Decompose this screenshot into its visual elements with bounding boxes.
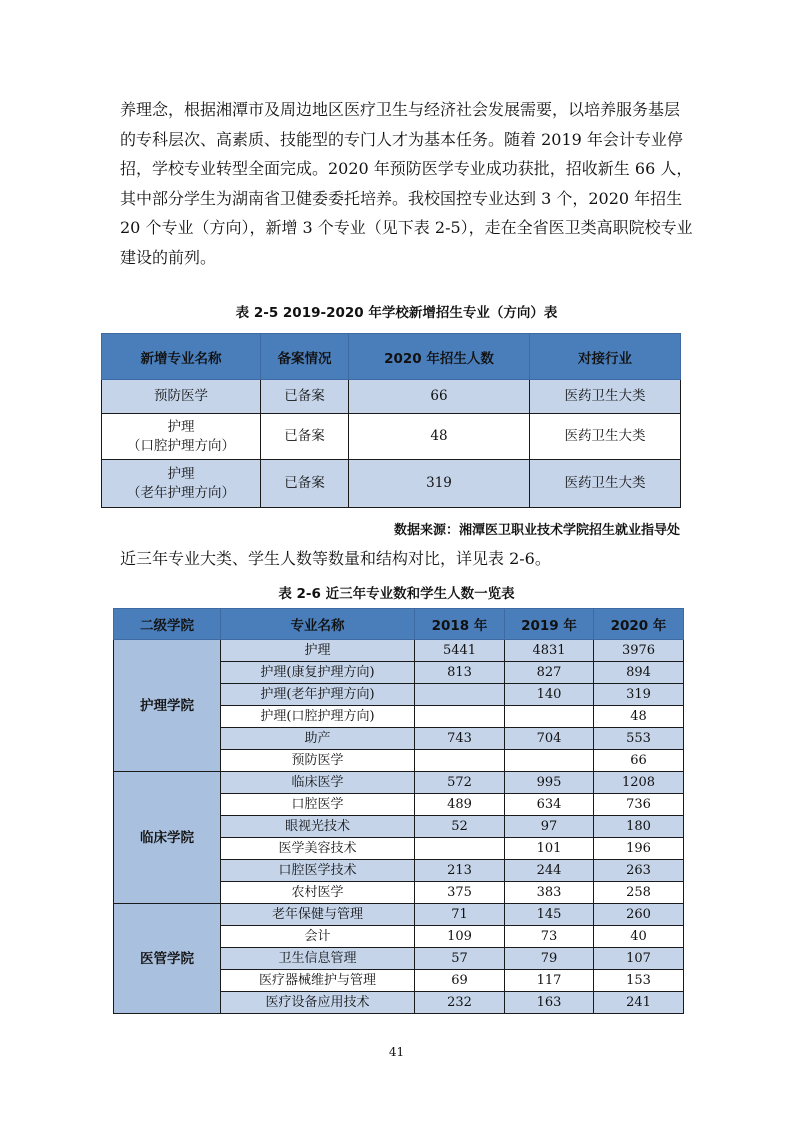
major-name-cell: 助产 <box>221 728 415 750</box>
year-2020-cell: 48 <box>594 706 684 728</box>
column-header: 备案情况 <box>261 334 349 380</box>
year-2019-cell: 827 <box>505 662 594 684</box>
year-2019-cell: 383 <box>505 882 594 904</box>
year-2019-cell: 163 <box>505 992 594 1014</box>
college-cell: 临床学院 <box>114 772 221 904</box>
major-name-cell: 医疗器械维护与管理 <box>221 970 415 992</box>
major-name-cell: 护理(康复护理方向) <box>221 662 415 684</box>
year-2019-cell: 79 <box>505 948 594 970</box>
year-2019-cell <box>505 706 594 728</box>
year-2020-cell: 153 <box>594 970 684 992</box>
year-2018-cell: 52 <box>415 816 505 838</box>
table-row <box>102 414 681 460</box>
year-2020-cell: 260 <box>594 904 684 926</box>
column-header: 2020 年 <box>594 609 684 640</box>
table-2-5-caption: 表 2-5 2019-2020 年学校新增招生专业（方向）表 <box>235 305 558 321</box>
body-paragraph <box>120 95 693 272</box>
year-2020-cell: 196 <box>594 838 684 860</box>
industry-cell: 医药卫生大类 <box>530 460 681 508</box>
paragraph-line: 招，学校专业转型全面完成。2020 年预防医学专业成功获批，招收新生 66 人， <box>120 159 693 178</box>
major-name-cell: 护理 （老年护理方向） <box>102 460 261 508</box>
status-cell: 已备案 <box>261 460 349 508</box>
column-header: 2019 年 <box>505 609 594 640</box>
major-name-cell: 老年保健与管理 <box>221 904 415 926</box>
industry-cell: 医药卫生大类 <box>530 380 681 414</box>
table-2-6-caption: 表 2-6 近三年专业数和学生人数一览表 <box>278 586 515 602</box>
year-2018-cell: 489 <box>415 794 505 816</box>
year-2018-cell <box>415 750 505 772</box>
year-2020-cell: 3976 <box>594 640 684 662</box>
industry-cell: 医药卫生大类 <box>530 414 681 460</box>
year-2018-cell <box>415 838 505 860</box>
count-cell: 319 <box>349 460 530 508</box>
year-2018-cell: 232 <box>415 992 505 1014</box>
year-2018-cell: 213 <box>415 860 505 882</box>
column-header: 新增专业名称 <box>102 334 261 380</box>
major-name-cell: 预防医学 <box>102 380 261 414</box>
major-name-cell: 护理 <box>221 640 415 662</box>
year-2020-cell: 1208 <box>594 772 684 794</box>
year-2019-cell: 995 <box>505 772 594 794</box>
major-name-cell: 护理(口腔护理方向) <box>221 706 415 728</box>
table-row <box>102 460 681 508</box>
paragraph-line: 养理念，根据湘潭市及周边地区医疗卫生与经济社会发展需要，以培养服务基层 <box>120 100 681 119</box>
count-cell: 48 <box>349 414 530 460</box>
year-2020-cell: 736 <box>594 794 684 816</box>
column-header: 二级学院 <box>114 609 221 640</box>
table-row <box>114 772 684 794</box>
major-name-cell: 口腔医学 <box>221 794 415 816</box>
majors-students-table <box>113 608 684 1014</box>
column-header: 2018 年 <box>415 609 505 640</box>
year-2018-cell <box>415 706 505 728</box>
year-2018-cell: 572 <box>415 772 505 794</box>
year-2020-cell: 553 <box>594 728 684 750</box>
paragraph-line: 20 个专业（方向），新增 3 个专业（见下表 2-5），走在全省医卫类高职院校专业 <box>120 218 693 237</box>
year-2020-cell: 319 <box>594 684 684 706</box>
year-2019-cell: 97 <box>505 816 594 838</box>
major-name-cell: 口腔医学技术 <box>221 860 415 882</box>
year-2018-cell: 5441 <box>415 640 505 662</box>
year-2018-cell: 69 <box>415 970 505 992</box>
table-row <box>114 640 684 662</box>
year-2019-cell: 244 <box>505 860 594 882</box>
year-2018-cell: 743 <box>415 728 505 750</box>
column-header: 2020 年招生人数 <box>349 334 530 380</box>
year-2019-cell: 101 <box>505 838 594 860</box>
year-2018-cell: 109 <box>415 926 505 948</box>
paragraph-line: 其中部分学生为湖南省卫健委委托培养。我校国控专业达到 3 个，2020 年招生 <box>120 188 683 208</box>
year-2019-cell <box>505 750 594 772</box>
year-2020-cell: 263 <box>594 860 684 882</box>
year-2018-cell: 71 <box>415 904 505 926</box>
data-source-note: 数据来源：湘潭医卫职业技术学院招生就业指导处 <box>393 523 680 538</box>
major-name-cell: 眼视光技术 <box>221 816 415 838</box>
table-header-row <box>114 609 684 640</box>
column-header: 专业名称 <box>221 609 415 640</box>
column-header: 对接行业 <box>530 334 681 380</box>
year-2019-cell: 634 <box>505 794 594 816</box>
paragraph-line: 的专科层次、高素质、技能型的专门人才为基本任务。随着 2019 年会计专业停 <box>120 129 683 149</box>
page-number: 41 <box>388 1045 405 1059</box>
year-2020-cell: 180 <box>594 816 684 838</box>
new-majors-table <box>101 333 681 508</box>
major-name-cell: 预防医学 <box>221 750 415 772</box>
major-name-cell: 医学美容技术 <box>221 838 415 860</box>
major-name-cell: 临床医学 <box>221 772 415 794</box>
intro-sentence: 近三年专业大类、学生人数等数量和结构对比，详见表 2-6。 <box>120 549 551 568</box>
year-2019-cell: 4831 <box>505 640 594 662</box>
major-name-cell: 卫生信息管理 <box>221 948 415 970</box>
year-2019-cell: 73 <box>505 926 594 948</box>
year-2018-cell <box>415 684 505 706</box>
year-2020-cell: 40 <box>594 926 684 948</box>
year-2019-cell: 704 <box>505 728 594 750</box>
year-2019-cell: 117 <box>505 970 594 992</box>
year-2018-cell: 375 <box>415 882 505 904</box>
year-2019-cell: 145 <box>505 904 594 926</box>
major-name-cell: 护理(老年护理方向) <box>221 684 415 706</box>
status-cell: 已备案 <box>261 414 349 460</box>
year-2020-cell: 241 <box>594 992 684 1014</box>
year-2020-cell: 66 <box>594 750 684 772</box>
count-cell: 66 <box>349 380 530 414</box>
major-name-cell: 会计 <box>221 926 415 948</box>
major-name-cell: 医疗设备应用技术 <box>221 992 415 1014</box>
paragraph-line: 建设的前列。 <box>120 247 217 267</box>
table-row <box>114 904 684 926</box>
college-cell: 护理学院 <box>114 640 221 772</box>
table-row <box>102 380 681 414</box>
year-2018-cell: 57 <box>415 948 505 970</box>
year-2020-cell: 894 <box>594 662 684 684</box>
year-2019-cell: 140 <box>505 684 594 706</box>
year-2018-cell: 813 <box>415 662 505 684</box>
college-cell: 医管学院 <box>114 904 221 1014</box>
major-name-cell: 护理 （口腔护理方向） <box>102 414 261 460</box>
status-cell: 已备案 <box>261 380 349 414</box>
table-header-row <box>102 334 681 380</box>
major-name-cell: 农村医学 <box>221 882 415 904</box>
year-2020-cell: 107 <box>594 948 684 970</box>
year-2020-cell: 258 <box>594 882 684 904</box>
